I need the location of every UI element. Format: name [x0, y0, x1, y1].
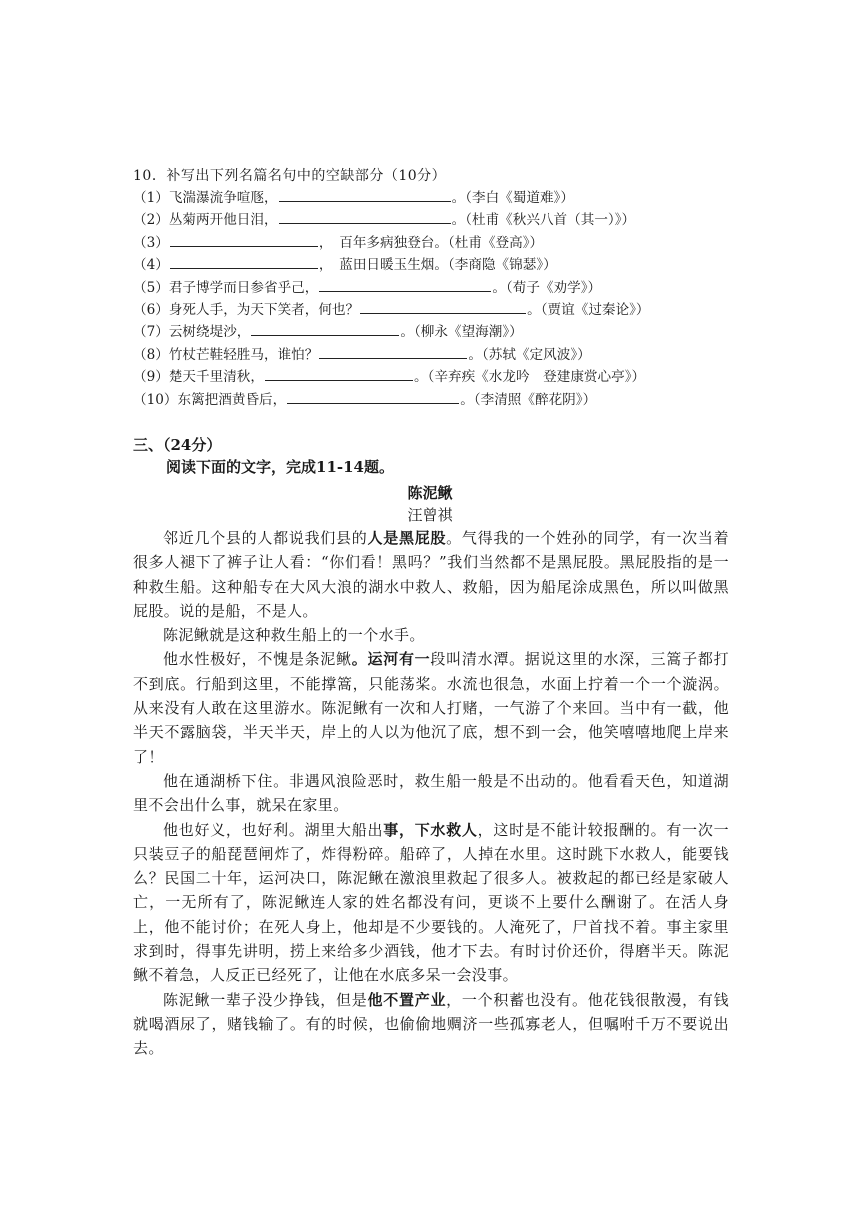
- paragraph-text: 他也好义，也好利。湖里大船出: [163, 820, 384, 839]
- question-10-item: [133, 299, 650, 321]
- question-10-item: [133, 321, 650, 343]
- question-10-list: [133, 187, 650, 411]
- answer-blank[interactable]: [251, 321, 399, 336]
- article-title: 陈泥鳅: [407, 484, 453, 502]
- article-paragraph: [133, 647, 729, 768]
- paragraph-text: ，一个积蓄也没有。他花钱很散漫，有钱就喝酒尿了，赌钱输了。有的时候，也偷偷地赒济一些孤寡老人，但嘱咐千万不要说出去。: [133, 990, 729, 1058]
- question-10-item: [133, 254, 650, 276]
- item-source: 。（柳永《望海潮》）: [400, 324, 523, 341]
- item-prompt: （5）君子博学而日参省乎己，: [133, 279, 319, 296]
- paragraph-text: 他水性极好，不愧是条泥鳅: [163, 650, 352, 669]
- item-source: 。（苏轼《定风波》）: [468, 346, 591, 363]
- question-10-item: [133, 366, 650, 388]
- article-paragraph: [133, 988, 729, 1061]
- article-paragraph: [133, 623, 729, 647]
- answer-blank[interactable]: [170, 254, 318, 269]
- item-source: ， 蓝田日暖玉生烟。（李商隐《锦瑟》）: [318, 257, 557, 274]
- question-10-item: [133, 187, 650, 209]
- item-prompt: （1）飞湍瀑流争喧豗，: [133, 190, 278, 206]
- item-source: 。（李白《蜀道难》）: [451, 190, 574, 206]
- paragraph-text: 陈泥鳅就是这种救生船上的一个水手。: [163, 626, 425, 645]
- item-source: 。（辛弃疾《水龙吟 登建康赏心亭》）: [414, 369, 646, 386]
- article-paragraph: [133, 769, 729, 818]
- item-source: 。（杜甫《秋兴八首（其一）》）: [451, 212, 636, 229]
- item-prompt: （2）丛菊两开他日泪，: [133, 212, 278, 229]
- answer-blank[interactable]: [265, 366, 413, 381]
- article-body: [133, 526, 729, 1061]
- answer-blank[interactable]: [319, 344, 467, 359]
- item-source: 。（李清照《醉花阴》）: [460, 391, 597, 408]
- article-paragraph: [133, 526, 729, 623]
- answer-blank[interactable]: [360, 299, 526, 314]
- item-prompt: （3）: [133, 234, 169, 251]
- article-paragraph: [133, 818, 729, 988]
- item-prompt: （8）竹杖芒鞋轻胜马，谁怕？: [133, 346, 319, 363]
- bold-text: 他不置产业: [367, 990, 447, 1009]
- question-10-title: 10．补写出下列名篇名句中的空缺部分（10分）: [133, 168, 447, 184]
- answer-blank[interactable]: [319, 277, 491, 292]
- answer-blank[interactable]: [170, 232, 318, 247]
- paragraph-text: 邻近几个县的人都说我们县的: [163, 529, 368, 547]
- paragraph-text: 他在通湖桥下住。非遇风浪险恶时，救生船一般是不出动的。他看看天色，知道湖里不会出什么事，就呆在家里。: [133, 771, 729, 815]
- paragraph-text: 陈泥鳅一辈子没少挣钱，但是: [163, 990, 368, 1009]
- question-10-item: [133, 344, 650, 366]
- answer-blank[interactable]: [279, 187, 451, 202]
- bold-text: 人是黑屁股: [367, 529, 447, 547]
- paragraph-text: 段叫清水潭。据说这里的水深，三篙子都打不到底。行船到这里，不能撑篙，只能荡桨。水流也很急，水面上拧着一个一个漩涡。从来没有人敢在这里游水。陈泥鳅有一次和人打赌，一气游了个来回。当中有一截，他半天不露脑袋，半天半天，岸上的人以为他沉了底，想不到一会，他笑嘻嘻地爬上岸来了！: [133, 650, 729, 766]
- question-10-item: [133, 209, 650, 231]
- article-author: 汪曾祺: [407, 506, 453, 524]
- bold-text: 。运河有一: [351, 650, 431, 669]
- item-prompt: （7）云树绕堤沙，: [133, 324, 251, 341]
- question-10-item: [133, 232, 650, 254]
- answer-blank[interactable]: [279, 209, 451, 224]
- section-3-heading: 三、（24分）: [133, 436, 222, 454]
- section-3-instruction: 阅读下面的文字，完成11-14题。: [166, 458, 394, 476]
- item-source: 。（贾谊《过秦论》）: [527, 301, 650, 318]
- bold-text: 事，下水救人: [383, 820, 478, 839]
- item-prompt: （10）东篱把酒黄昏后，: [133, 391, 287, 408]
- item-prompt: （4）: [133, 257, 169, 274]
- item-source: 。（荀子《劝学》）: [492, 279, 602, 296]
- item-prompt: （9）楚天千里清秋，: [133, 369, 264, 386]
- question-10-item: [133, 277, 650, 299]
- question-10-item: [133, 389, 650, 411]
- paragraph-text: ，这时是不能计较报酬的。有一次一只装豆子的船琵琶闸炸了，炸得粉碎。船碎了，人掉在水里。这时跳下水救人，能要钱么？民国二十年，运河决口，陈泥鳅在激浪里救起了很多人。被救起的都已经是家破人亡，一无所有了，陈泥鳅连人家的姓名都没有问，更谈不上要什么酬谢了。在活人身上，他不能讨价；在死人身上，他却是不少要钱的。人淹死了，尸首找不着。事主家里求到时，得事先讲明，捞上来给多少酒钱，他才下去。有时讨价还价，得磨半天。陈泥鳅不着急，人反正已经死了，让他在水底多呆一会没事。: [133, 820, 729, 985]
- item-source: ， 百年多病独登台。（杜甫《登高》）: [318, 234, 544, 251]
- answer-blank[interactable]: [287, 389, 459, 404]
- paragraph-text: 。气得我的一个姓孙的同学，有一次当着很多人褪下了裤子让人看：“你们看！黑吗？”我们当然都不是黑屁股。黑屁股指的是一种救生船。这种船专在大风大浪的湖水中救人、救船，因为船尾涂成黑色，所以叫做黑屁股。说的是船，不是人。: [133, 529, 729, 620]
- item-prompt: （6）身死人手，为天下笑者，何也？: [133, 301, 360, 318]
